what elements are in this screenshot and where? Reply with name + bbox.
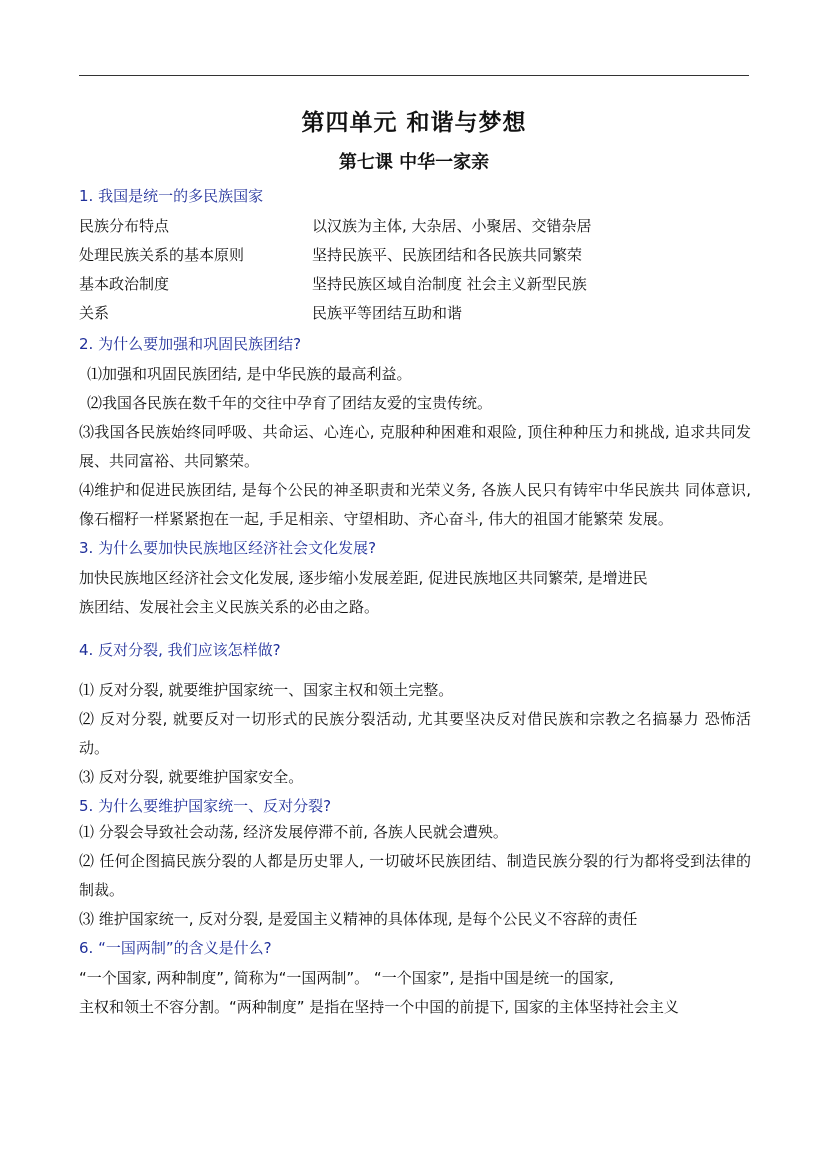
list-item: ⑶ 维护国家统一, 反对分裂, 是爱国主义精神的具体体现, 是每个公民义不容辞的责任 (79, 910, 638, 928)
row-value: 坚持民族平、民族团结和各民族共同繁荣 (312, 246, 583, 264)
list-item: ⑴ 反对分裂, 就要维护国家统一、国家主权和领土完整。 (79, 681, 454, 699)
list-item: ⑶我国各民族始终同呼吸、共命运、心连心, 克服种种困难和艰险, 顶住种种压力和挑战, 追求共同发展、共同富裕、共同繁荣。 (79, 423, 751, 470)
section-2-heading: 2. 为什么要加强和巩固民族团结? (79, 335, 302, 353)
row-key: 基本政治制度 (79, 275, 170, 293)
list-item: ⑵我国各民族在数千年的交往中孕育了团结友爱的宝贵传统。 (87, 394, 493, 412)
section-5-heading: 5. 为什么要维护国家统一、反对分裂? (79, 797, 332, 815)
row-value: 民族平等团结互助和谐 (312, 304, 463, 322)
paragraph-line: “一个国家, 两种制度”, 简称为“一国两制”。 “一个国家”, 是指中国是统一的国家, (79, 969, 614, 987)
section-1-heading: 1. 我国是统一的多民族国家 (79, 187, 264, 205)
paragraph-line: 族团结、发展社会主义民族关系的必由之路。 (79, 598, 380, 616)
row-key: 关系 (79, 304, 110, 322)
row-key: 民族分布特点 (79, 217, 170, 235)
row-value: 坚持民族区域自治制度 社会主义新型民族 (312, 275, 587, 293)
lesson-title: 第七课 中华一家亲 (338, 152, 490, 173)
table-row (79, 299, 751, 328)
paragraph-line: 加快民族地区经济社会文化发展, 逐步缩小发展差距, 促进民族地区共同繁荣, 是增进民 (79, 569, 648, 587)
paragraph-line: 主权和领土不容分割。“两种制度” 是指在坚持一个中国的前提下, 国家的主体坚持社会主义 (79, 998, 679, 1016)
table-row (79, 241, 751, 270)
unit-title: 第四单元 和谐与梦想 (301, 110, 527, 136)
table-row (79, 212, 751, 241)
row-key: 处理民族关系的基本原则 (79, 246, 245, 264)
list-item: ⑴加强和巩固民族团结, 是中华民族的最高利益。 (87, 365, 412, 383)
list-item: ⑴ 分裂会导致社会动荡, 经济发展停滞不前, 各族人民就会遭殃。 (79, 823, 508, 841)
list-item: ⑶ 反对分裂, 就要维护国家安全。 (79, 768, 304, 786)
list-item: ⑷维护和促进民族团结, 是每个公民的神圣职责和光荣义务, 各族人民只有铸牢中华民族共 同体意识, 像石榴籽一样紧紧抱在一起, 手足相亲、守望相助、齐心奋斗, 伟大的祖国才能繁荣 发展。 (79, 481, 751, 528)
section-4-heading: 4. 反对分裂, 我们应该怎样做? (79, 641, 281, 659)
section-6-heading: 6. “一国两制”的含义是什么? (79, 939, 272, 957)
document-content (79, 184, 751, 1022)
row-value: 以汉族为主体, 大杂居、小聚居、交错杂居 (312, 217, 592, 235)
table-row (79, 270, 751, 299)
header-rule (79, 75, 749, 76)
list-item: ⑵ 反对分裂, 就要反对一切形式的民族分裂活动, 尤其要坚决反对借民族和宗教之名搞暴力 恐怖活动。 (79, 710, 751, 757)
list-item: ⑵ 任何企图搞民族分裂的人都是历史罪人, 一切破坏民族团结、制造民族分裂的行为都将受到法律的制裁。 (79, 852, 751, 899)
section-3-heading: 3. 为什么要加快民族地区经济社会文化发展? (79, 539, 377, 557)
